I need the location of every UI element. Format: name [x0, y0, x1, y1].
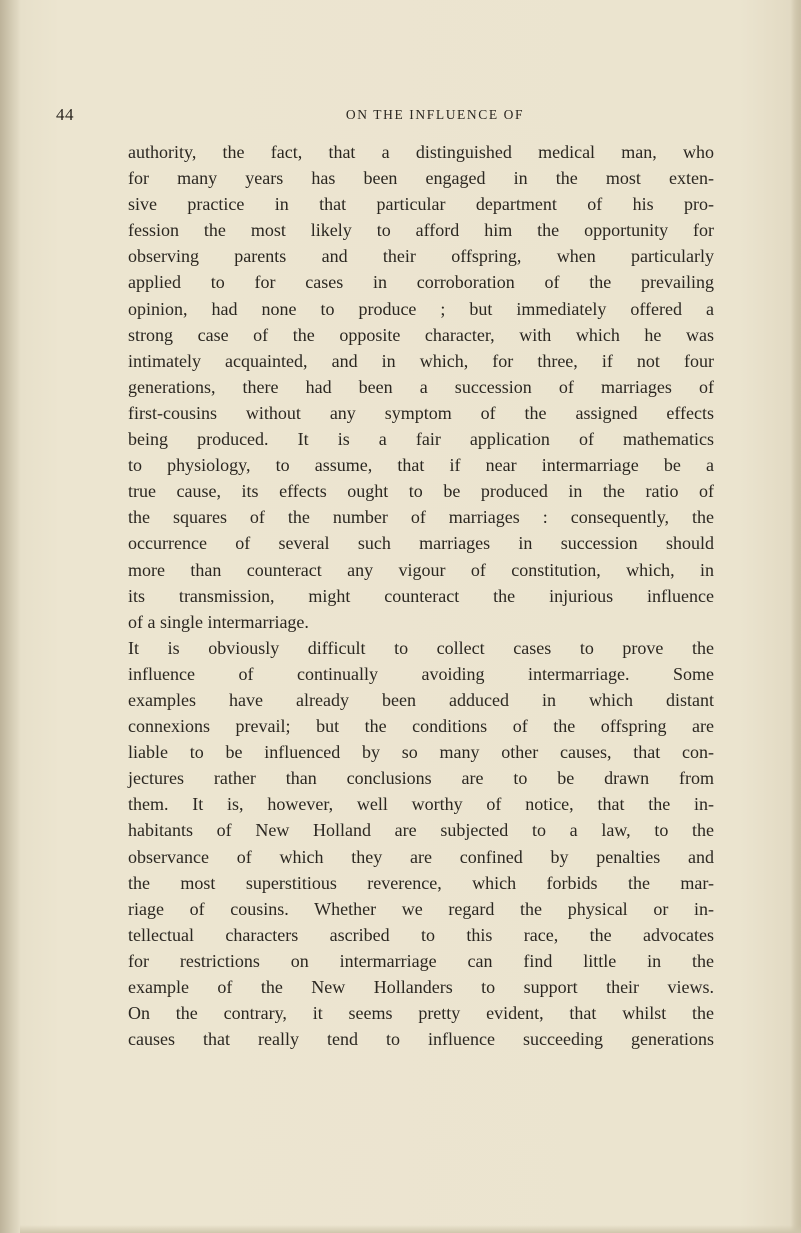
- paragraph-end-line: of a single intermarriage.: [128, 611, 309, 632]
- text-line: intimately acquainted, and in which, for three, if not four: [128, 350, 714, 371]
- text-line: applied to for cases in corroboration of the prevailing: [128, 272, 714, 293]
- paragraph-start-line: It is obviously difficult to collect cases to prove the: [128, 637, 714, 658]
- page-gutter-shadow: [0, 0, 20, 1233]
- text-line: for restrictions on intermarriage can find little in the: [128, 950, 714, 971]
- text-line: its transmission, might counteract the injurious influence: [128, 585, 714, 606]
- text-line: observance of which they are confined by penalties and: [128, 846, 714, 867]
- text-line: more than counteract any vigour of constitution, which, in: [128, 559, 714, 580]
- text-line: authority, the fact, that a distinguished medical man, who: [128, 142, 714, 162]
- text-line: causes that really tend to influence succeeding generations: [128, 1029, 714, 1050]
- page-bottom-edge: [20, 1225, 801, 1233]
- text-line: sive practice in that particular department of his pro-: [128, 194, 714, 215]
- page-header: [0, 105, 801, 129]
- text-line: strong case of the opposite character, with which he was: [128, 324, 714, 345]
- text-line: first-cousins without any symptom of the assigned effects: [128, 402, 714, 423]
- text-line: true cause, its effects ought to be produced in the ratio of: [128, 481, 714, 502]
- text-line: liable to be influenced by so many other causes, that con-: [128, 742, 714, 763]
- text-line: fession the most likely to afford him the opportunity for: [128, 220, 714, 241]
- text-line: them. It is, however, well worthy of notice, that the in-: [128, 794, 714, 815]
- text-line: to physiology, to assume, that if near intermarriage be a: [128, 455, 714, 476]
- text-line: riage of cousins. Whether we regard the physical or in-: [128, 898, 714, 919]
- text-line: occurrence of several such marriages in succession should: [128, 533, 714, 554]
- text-line: observing parents and their offspring, when particularly: [128, 246, 714, 267]
- page-number: 44: [56, 105, 74, 124]
- text-line: for many years has been engaged in the most exten-: [128, 168, 714, 189]
- text-line: habitants of New Holland are subjected to a law, to the: [128, 820, 714, 841]
- text-line: the squares of the number of marriages : consequently, the: [128, 507, 714, 528]
- running-head: ON THE INFLUENCE OF: [345, 107, 525, 122]
- text-line: example of the New Hollanders to support their views.: [128, 977, 714, 997]
- body-text: [128, 139, 714, 1052]
- text-line: connexions prevail; but the conditions of the offspring are: [128, 716, 714, 737]
- text-line: examples have already been adduced in which distant: [128, 689, 714, 710]
- text-line: opinion, had none to produce ; but immediately offered a: [128, 298, 714, 319]
- page-edge-shadow: [791, 0, 801, 1233]
- text-line: On the contrary, it seems pretty evident, that whilst the: [128, 1003, 714, 1024]
- text-line: the most superstitious reverence, which forbids the mar-: [128, 872, 714, 893]
- text-line: tellectual characters ascribed to this race, the advocates: [128, 924, 714, 945]
- text-line: generations, there had been a succession of marriages of: [128, 376, 714, 397]
- text-line: jectures rather than conclusions are to be drawn from: [128, 768, 714, 789]
- text-line: influence of continually avoiding intermarriage. Some: [128, 663, 714, 684]
- text-line: being produced. It is a fair application of mathematics: [128, 429, 714, 450]
